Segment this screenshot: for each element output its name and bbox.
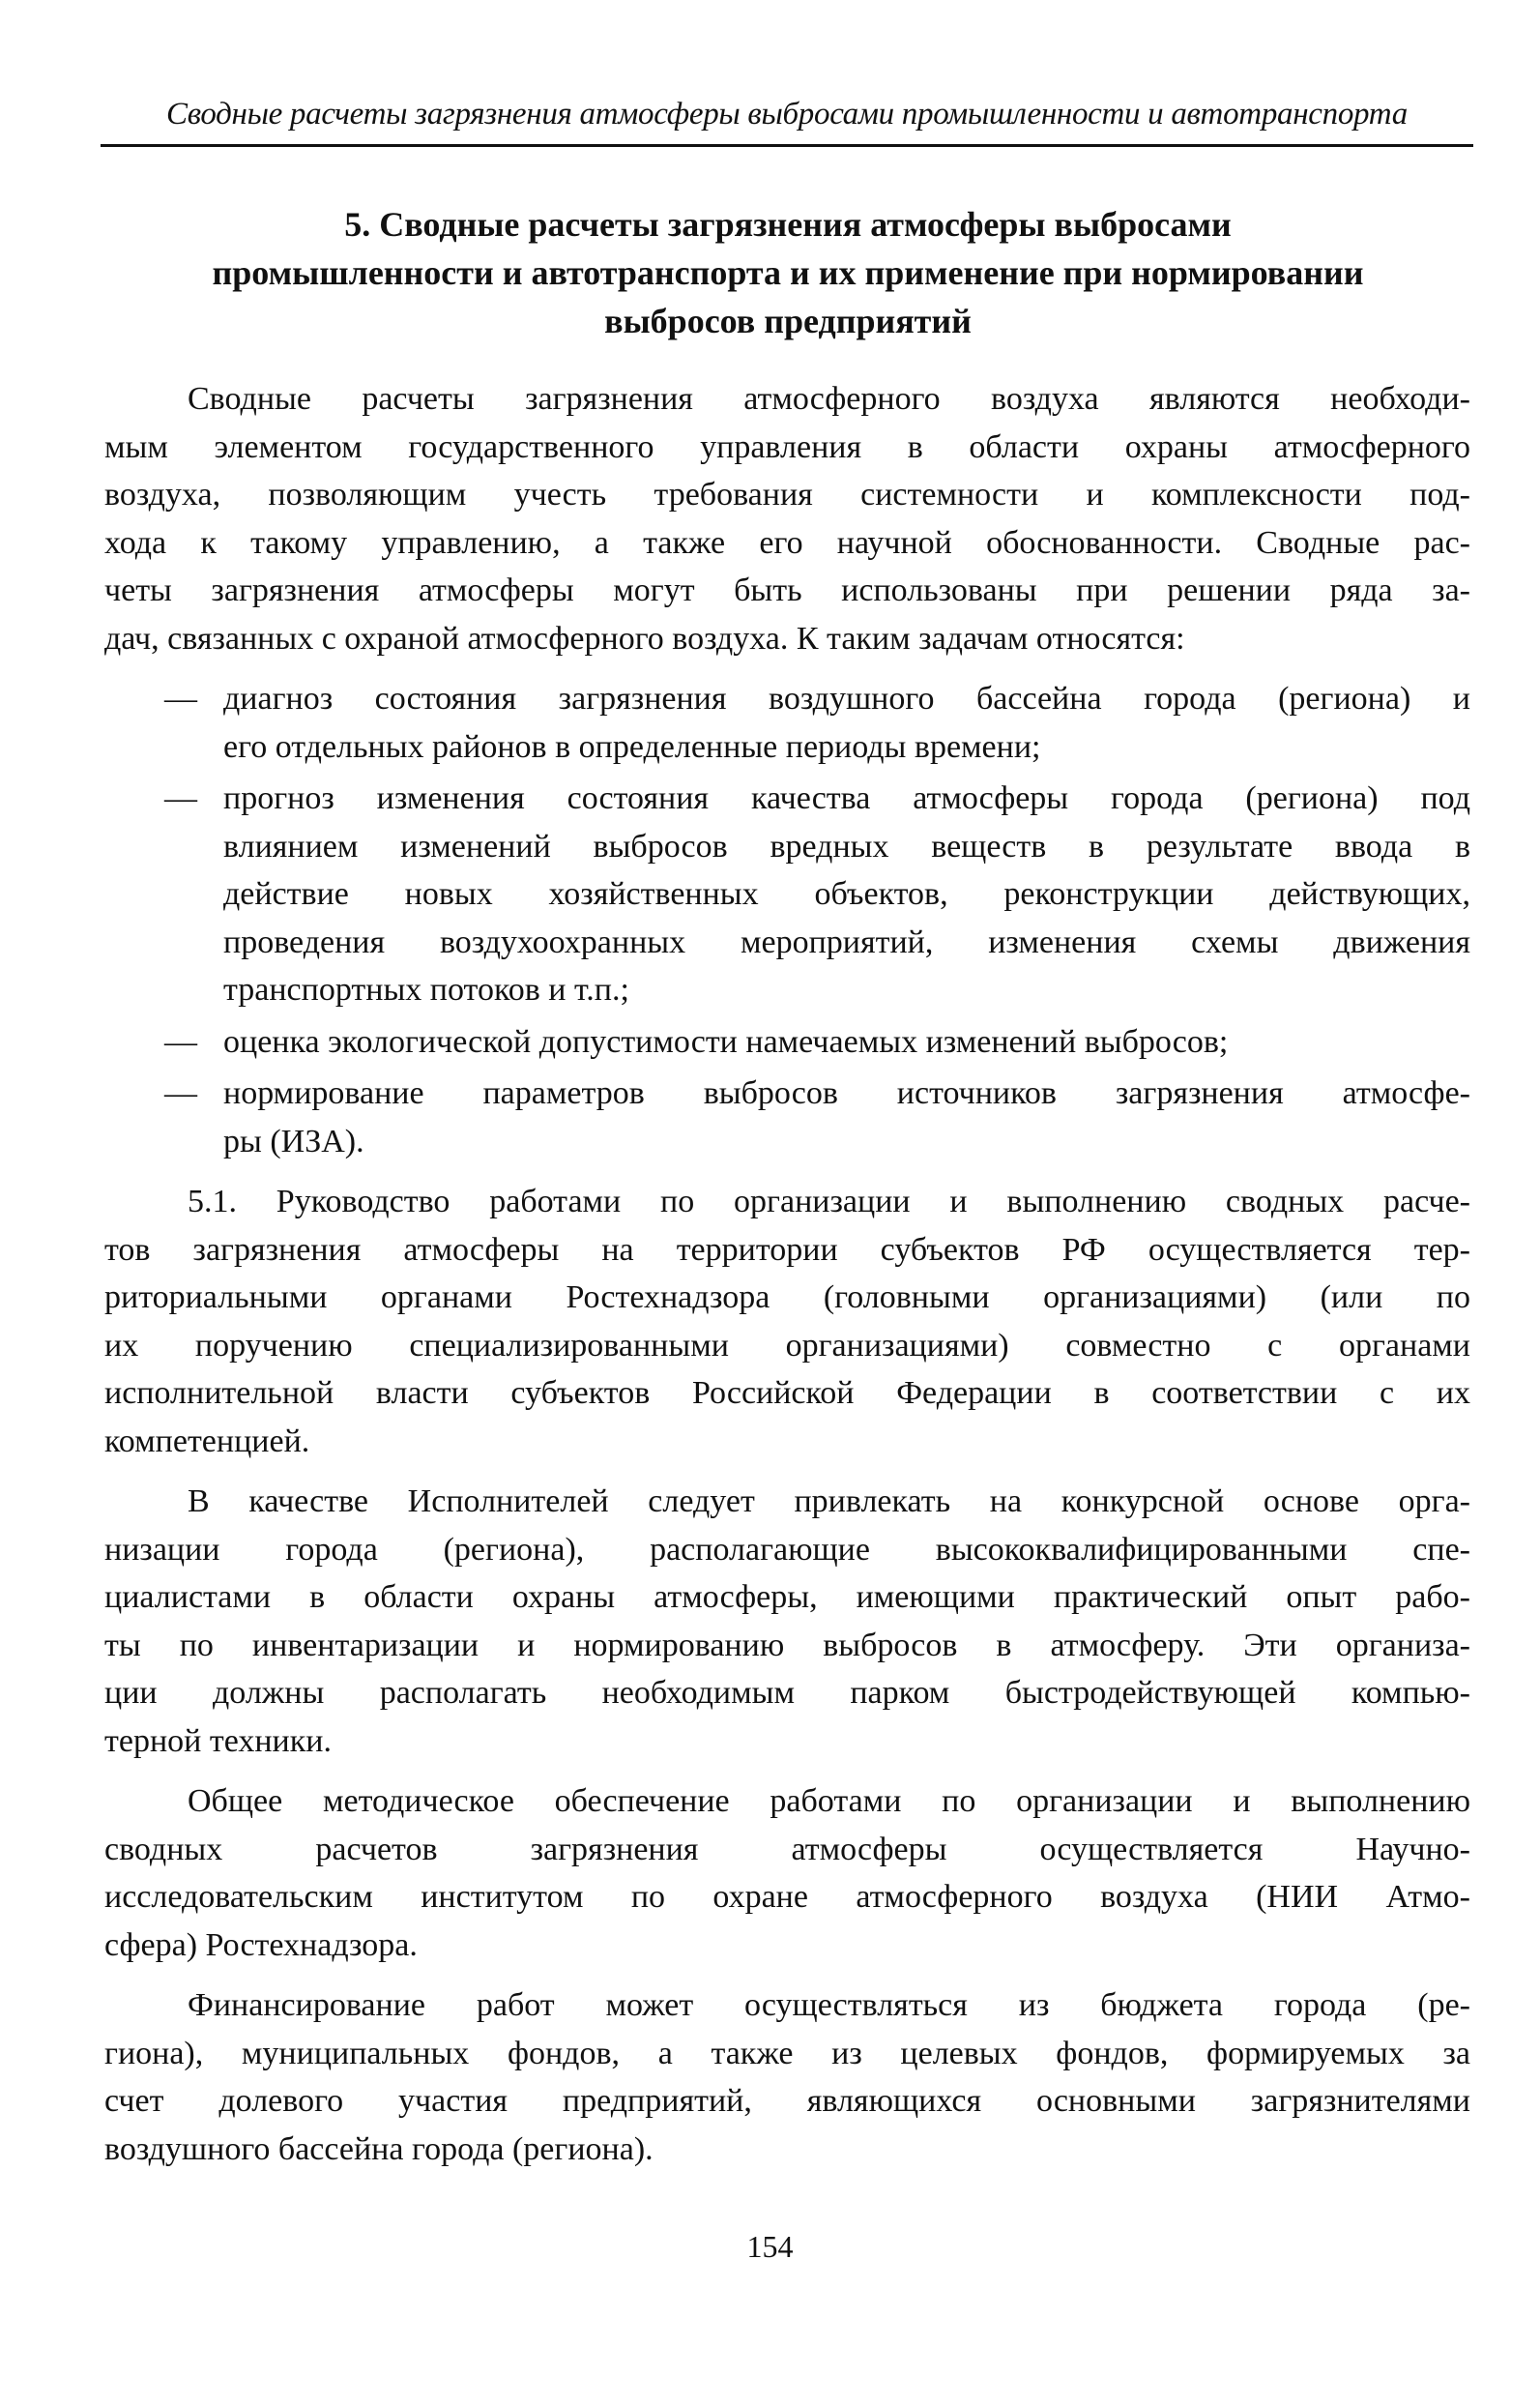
text-line: мым элементом государственного управления в области охраны атмосферного — [104, 428, 1470, 465]
text-line: В качестве Исполнителей следует привлекать на конкурсной основе орга- — [188, 1483, 1470, 1519]
list-item — [104, 1070, 1470, 1165]
text-line: проведения воздухоохранных мероприятий, изменения схемы движения — [223, 924, 1470, 960]
text-line: низации города (региона), располагающие высококвалифицированными спе- — [104, 1531, 1470, 1568]
title-line: 5. Сводные расчеты загрязнения атмосферы выбросами — [344, 205, 1232, 244]
text-line: риториальными органами Ростехнадзора (головными организациями) (или по — [104, 1279, 1470, 1315]
text-line: Общее методическое обеспечение работами по организации и выполнению — [188, 1783, 1470, 1819]
list-item — [104, 1018, 1470, 1067]
text-line: исследовательским институтом по охране атмосферного воздуха (НИИ Атмо- — [104, 1879, 1470, 1915]
list-item — [104, 775, 1470, 1014]
text-line: сводных расчетов загрязнения атмосферы осуществляется Научно- — [104, 1831, 1470, 1867]
text-line: его отдельных районов в определенные периоды времени; — [223, 728, 1041, 765]
text-line: счет долевого участия предприятий, являющихся основными загрязнителями — [104, 2083, 1470, 2119]
dash-bullet: — — [164, 780, 197, 816]
paragraph-executors — [104, 1478, 1470, 1765]
text-line: Финансирование работ может осуществляться из бюджета города (ре- — [188, 1987, 1470, 2023]
text-line: их поручению специализированными организациями) совместно с органами — [104, 1327, 1470, 1364]
running-header: Сводные расчеты загрязнения атмосферы выбросами промышленности и автотранспорта — [166, 97, 1408, 132]
text-line: дач, связанных с охраной атмосферного воздуха. К таким задачам относятся: — [104, 620, 1185, 657]
paragraph-5-1 — [104, 1178, 1470, 1465]
task-list — [104, 675, 1470, 1165]
text-line: исполнительной власти субъектов Российской Федерации в соответствии с их — [104, 1375, 1470, 1411]
text-line: нормирование параметров выбросов источников загрязнения атмосфе- — [223, 1075, 1470, 1111]
list-item — [104, 675, 1470, 771]
dash-bullet: — — [164, 1075, 197, 1111]
text-line: четы загрязнения атмосферы могут быть использованы при решении ряда за- — [104, 572, 1470, 608]
dash-bullet: — — [164, 681, 197, 717]
paragraph-methodology — [104, 1777, 1470, 1969]
paragraph-intro — [104, 375, 1470, 662]
page-number: 154 — [746, 2229, 794, 2264]
text-line: влиянием изменений выбросов вредных веществ в результате ввода в — [223, 828, 1470, 865]
text-line: оценка экологической допустимости намечаемых изменений выбросов; — [223, 1023, 1229, 1060]
text-line: действие новых хозяйственных объектов, реконструкции действующих, — [223, 876, 1470, 912]
dash-bullet: — — [164, 1023, 197, 1060]
body-text — [104, 375, 1470, 2186]
text-line: ты по инвентаризации и нормированию выбросов в атмосферу. Эти организа- — [104, 1627, 1470, 1663]
text-line: воздуха, позволяющим учесть требования системности и комплексности под- — [104, 477, 1470, 513]
text-line: тов загрязнения атмосферы на территории субъектов РФ осуществляется тер- — [104, 1231, 1470, 1268]
text-line: воздушного бассейна города (региона). — [104, 2130, 654, 2167]
text-line: хода к такому управлению, а также его научной обоснованности. Сводные рас- — [104, 524, 1470, 561]
title-line: выбросов предприятий — [604, 302, 972, 340]
text-line: терной техники. — [104, 1722, 332, 1759]
text-line: диагноз состояния загрязнения воздушного бассейна города (региона) и — [223, 681, 1470, 717]
header-rule — [101, 144, 1473, 147]
paragraph-financing — [104, 1981, 1470, 2173]
text-line: Сводные расчеты загрязнения атмосферного воздуха являются необходи- — [188, 381, 1470, 417]
text-line: циалистами в области охраны атмосферы, имеющими практический опыт рабо- — [104, 1579, 1470, 1615]
title-line: промышленности и автотранспорта и их применение при нормировании — [212, 253, 1364, 292]
text-line: транспортных потоков и т.п.; — [223, 972, 629, 1008]
text-line: компетенцией. — [104, 1423, 310, 1459]
text-line: сфера) Ростехнадзора. — [104, 1926, 418, 1963]
text-line: ции должны располагать необходимым парком быстродействующей компью- — [104, 1675, 1470, 1711]
text-line: гиона), муниципальных фондов, а также из целевых фондов, формируемых за — [104, 2035, 1470, 2071]
section-title — [145, 200, 1431, 345]
text-line: ры (ИЗА). — [223, 1123, 364, 1159]
text-line: прогноз изменения состояния качества атмосферы города (региона) под — [223, 780, 1470, 816]
text-line: 5.1. Руководство работами по организации и выполнению сводных расче- — [188, 1184, 1470, 1219]
